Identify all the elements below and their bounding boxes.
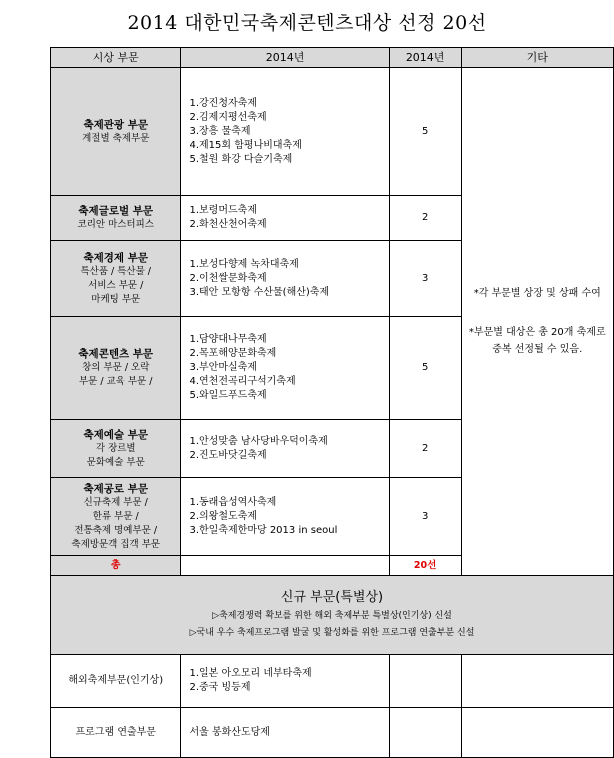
etc-note: *각 부문별 상장 및 상패 수여 [473,288,601,299]
etc-note: *부문별 대상은 총 20개 축제로 중복 선정될 수 있음. [468,327,606,355]
festival-item: 1.일본 아오모리 네부타축제 [189,668,312,679]
header-row [51,48,614,68]
festival-item: 5.철원 화강 다슬기축제 [189,153,293,165]
category-name: 축제관광 부문 [83,118,148,131]
category-sub: 각 장르별 [95,442,136,454]
count-cell: 5 [389,317,461,420]
category-name: 축제콘텐츠 부문 [78,348,154,360]
category-cell [51,420,181,478]
festival-list [181,420,389,478]
count-cell: 2 [389,196,461,241]
category-cell [51,196,181,241]
category-name: 축제공로 부문 [83,482,148,495]
category-sub: 마케팅 부문 [91,293,141,305]
category-name: 축제예술 부문 [83,428,148,441]
festival-item: 3.태안 모항항 수산물(해산)축제 [189,286,330,298]
category-sub: 계절별 축제부문 [82,132,150,144]
header-festivals: 2014년 [181,48,389,68]
category-sub: 축제방문객 집객 부문 [71,538,161,550]
table-row [51,68,614,196]
festival-item: 1.강진청자축제 [189,97,257,109]
special-category: 프로그램 연출부문 [51,708,181,758]
festival-item: 3.장흥 물축제 [189,125,251,137]
festival-item: 2.화천산천어축제 [189,219,267,230]
total-value: 20선 [389,556,461,576]
total-empty [181,556,389,576]
special-count [389,655,461,708]
special-festival-list [181,708,389,758]
festival-item: 2.이천쌀문화축제 [189,272,267,284]
new-section-line: ▷축제경쟁력 확보를 위한 해외 축제부분 특별상(인기상) 신설 [212,611,452,621]
category-name: 축제글로벌 부문 [78,205,154,217]
etc-cell [461,68,613,576]
new-section [51,576,614,655]
category-sub: 서비스 부문 / [88,279,144,291]
special-etc [461,655,613,708]
category-sub: 문화예술 부문 [86,456,145,468]
category-cell [51,317,181,420]
category-sub: 전통축제 명예부문 / [74,524,158,536]
category-cell [51,478,181,556]
festival-item: 2.김제지평선축제 [189,111,267,123]
category-sub: 한류 부문 / [92,510,139,522]
special-row [51,655,614,708]
count-cell: 5 [389,68,461,196]
new-section-heading: 신규 부문(특별상) [280,590,384,605]
festival-list [181,196,389,241]
count-cell: 2 [389,420,461,478]
festival-item: 2.의왕철도축제 [189,510,257,522]
category-cell [51,241,181,317]
festival-item: 1.안성맞춤 남사당바우덕이축제 [189,435,328,447]
category-sub: 창의 부문 / 오락 [82,362,150,373]
festival-item: 2.목포해양문화축제 [189,348,277,359]
total-label: 총 [51,556,181,576]
special-count [389,708,461,758]
festival-item: 1.보성다향제 녹차대축제 [189,258,299,270]
new-section-row [51,576,614,655]
festival-item: 서울 봉화산도당제 [189,726,270,738]
count-cell: 3 [389,241,461,317]
special-festival-list [181,655,389,708]
festival-item: 3.한일축제한마당 2013 in seoul [189,524,338,536]
special-etc [461,708,613,758]
special-category: 해외축제부문(인기상) [51,655,181,708]
category-sub: 특산품 / 특산물 / [80,265,151,277]
festival-list [181,241,389,317]
special-row [51,708,614,758]
festival-item: 3.부안마실축제 [189,362,257,373]
festival-item: 2.중국 빙등제 [189,682,251,693]
festival-item: 1.보령머드축제 [189,205,257,216]
header-etc: 기타 [461,48,613,68]
festival-list [181,317,389,420]
category-cell [51,68,181,196]
festival-item: 1.담양대나무축제 [189,334,267,345]
awards-table [50,47,614,758]
category-name: 축제경제 부문 [83,251,148,264]
count-cell: 3 [389,478,461,556]
category-sub: 부문 / 교육 부문 / [78,376,153,387]
festival-item: 4.연천전곡리구석기축제 [189,376,296,387]
festival-item: 1.동래읍성역사축제 [189,496,277,508]
category-sub: 신규축제 부문 / [83,496,148,508]
festival-list [181,68,389,196]
festival-item: 4.제15회 함평나비대축제 [189,139,302,151]
page-title: 2014 대한민국축제콘텐츠대상 선정 20선 [127,12,487,34]
category-sub: 코리안 마스터피스 [77,219,154,230]
header-count: 2014년 [389,48,461,68]
festival-list [181,478,389,556]
new-section-line: ▷국내 우수 축제프로그램 발굴 및 활성화를 위한 프로그램 연출부분 신설 [189,628,475,638]
festival-item: 5.와일드푸드축제 [189,390,267,401]
header-category: 시상 부문 [51,48,181,68]
festival-item: 2.진도바닷길축제 [189,449,267,461]
